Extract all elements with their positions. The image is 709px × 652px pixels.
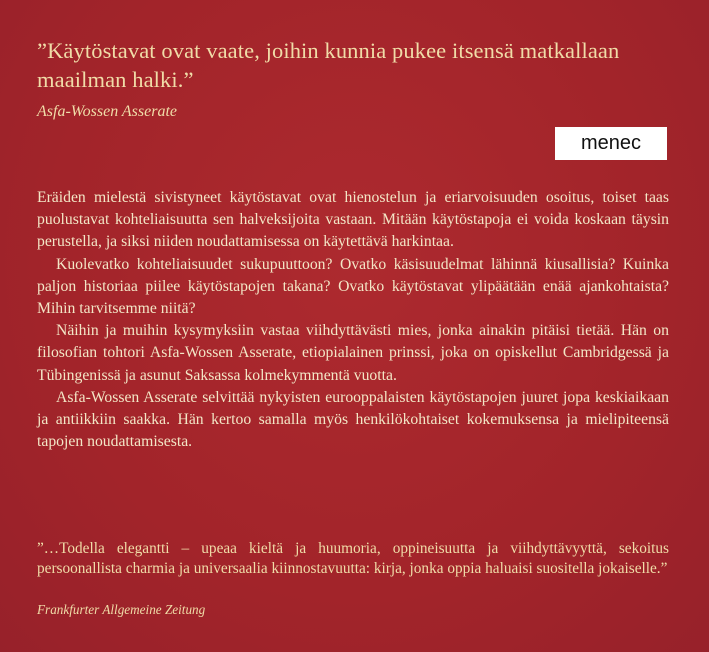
epigraph-quote: ”Käytöstavat ovat vaate, joihin kunnia pukee itsensä matkallaan maailman halki.” <box>37 38 620 92</box>
review-quote: ”…Todella elegantti – upeaa kieltä ja huumoria, oppineisuutta ja viihdyttävyyttä, sekoitus persoonallista charmia ja universaalia kiinnostavuutta: kirja, jonka oppia haluaisi suositella jokaiselle.” <box>37 540 669 577</box>
description-text <box>37 187 669 453</box>
review-source: Frankfurter Allgemeine Zeitung <box>37 602 206 617</box>
description-paragraph: Asfa-Wossen Asserate selvittää nykyisten eurooppalaisten käytöstapojen juuret jopa keskiaikaan ja antiikkiin saakka. Hän kertoo samalla myös henkilökohtaiset kokemuksensa ja mielipiteensä tapojen noudattamisesta. <box>37 388 669 451</box>
epigraph-author: Asfa-Wossen Asserate <box>37 103 177 120</box>
watermark-label: menec <box>555 127 667 160</box>
description-paragraph: Kuolevatko kohteliaisuudet sukupuuttoon? Ovatko käsisuudelmat lähinnä kiusallisia? Kuinka paljon historiaa piilee käytöstapojen takana? Ovatko käytöstavat ylipäätään enää ajankohtaista? Mihin tarvitsemme niitä? <box>37 255 669 318</box>
description-paragraph: Eräiden mielestä sivistyneet käytöstavat ovat hienostelun ja eriarvoisuuden osoitus, toiset taas puolustavat kohteliaisuutta sen halveksijoita vastaan. Mitään käytöstapoja ei voida koskaan täysin perustella, ja siksi niiden noudattamisessa on käytettävä harkintaa. <box>37 189 669 251</box>
description-paragraph: Näihin ja muihin kysymyksiin vastaa viihdyttävästi mies, jonka ainakin pitäisi tietää. Hän on filosofian tohtori Asfa-Wossen Asserate, etiopialainen prinssi, joka on opiskellut Cambridgessä ja Tübingenissä ja asunut Saksassa kolmekymmentä vuotta. <box>37 322 669 384</box>
